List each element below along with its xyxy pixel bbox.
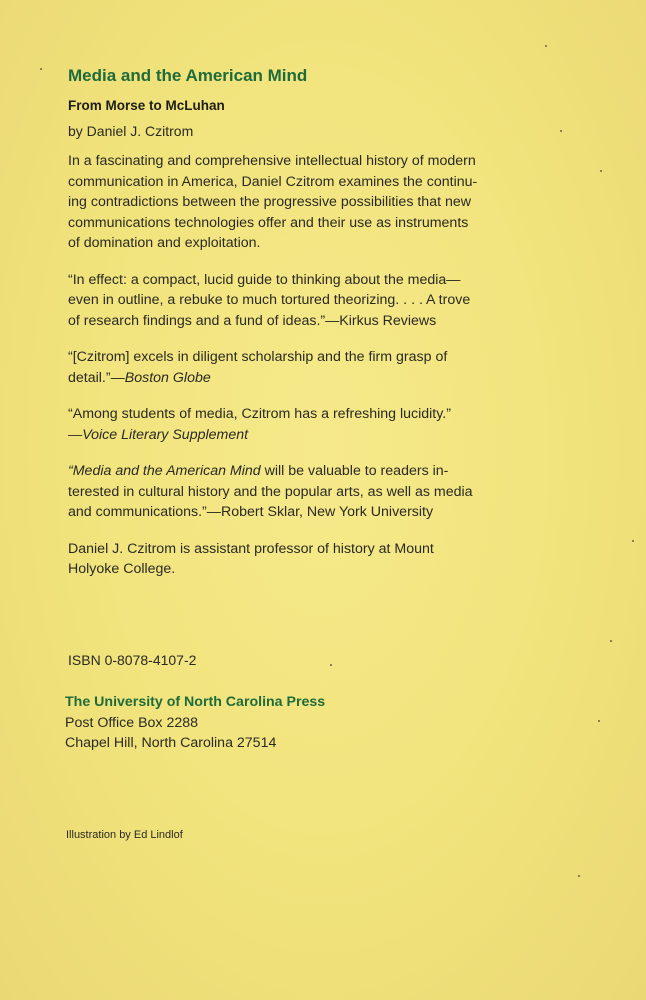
quote-line: “[Czitrom] excels in diligent scholarship and the firm grasp of (68, 349, 448, 365)
description-paragraph (68, 151, 588, 254)
author-bio (68, 539, 588, 580)
illustration-credit: Illustration by Ed Lindlof (66, 829, 183, 841)
quote-line: terested in cultural history and the popular arts, as well as media (68, 483, 473, 500)
quote-text: detail.”— (68, 369, 125, 386)
quoted-book-title: Media and the American Mind (72, 463, 261, 479)
quote-line: “Among students of media, Czitrom has a refreshing lucidity.” (68, 406, 451, 422)
paper-speck (560, 130, 562, 132)
description-line: In a fascinating and comprehensive intellectual history of modern (68, 153, 476, 169)
paper-speck (632, 540, 634, 542)
quote-line: of research findings and a fund of ideas.”—Kirkus Reviews (68, 312, 437, 329)
quote-line-with-source (68, 368, 588, 389)
paper-speck (610, 640, 612, 642)
quote-source: —Voice Literary Supplement (68, 426, 249, 443)
quote-source: Boston Globe (124, 369, 211, 386)
publisher-name: The University of North Carolina Press (65, 694, 326, 710)
review-quote-sklar (68, 461, 588, 523)
review-quote-kirkus (68, 270, 588, 332)
bio-line: Holyoke College. (68, 561, 176, 577)
description-line: of domination and exploitation. (68, 235, 261, 251)
paper-speck (40, 68, 42, 70)
book-author: by Daniel J. Czitrom (68, 123, 194, 139)
cover-text-block (68, 60, 588, 596)
description-line: communication in America, Daniel Czitrom examines the continu- (68, 173, 478, 190)
bio-line: Daniel J. Czitrom is assistant professor of history at Mount (68, 540, 434, 557)
quote-line: “In effect: a compact, lucid guide to thinking about the media— (68, 271, 461, 288)
publisher-address-line: Post Office Box 2288 (65, 714, 199, 731)
paper-speck (330, 664, 332, 666)
paper-speck (545, 45, 547, 47)
review-quote-boston-globe (68, 347, 588, 388)
quote-line-with-title (68, 461, 588, 482)
book-title: Media and the American Mind (68, 66, 308, 85)
paper-speck (600, 170, 602, 172)
description-line: ing contradictions between the progressive possibilities that new (68, 194, 471, 210)
book-subtitle: From Morse to McLuhan (68, 98, 225, 113)
publisher-address-line: Chapel Hill, North Carolina 27514 (65, 735, 277, 751)
review-quote-voice (68, 404, 588, 445)
quote-line: even in outline, a rebuke to much tortured theorizing. . . . A trove (68, 292, 471, 308)
quote-text: will be valuable to readers in- (260, 463, 449, 479)
paper-speck (578, 875, 580, 877)
description-line: communications technologies offer and their use as instruments (68, 214, 469, 231)
paper-speck (598, 720, 600, 722)
publisher-block (65, 692, 325, 754)
quote-line: and communications.”—Robert Sklar, New York University (68, 504, 434, 520)
isbn: ISBN 0-8078-4107-2 (68, 652, 197, 668)
quote-open-mark: “ (68, 463, 73, 479)
